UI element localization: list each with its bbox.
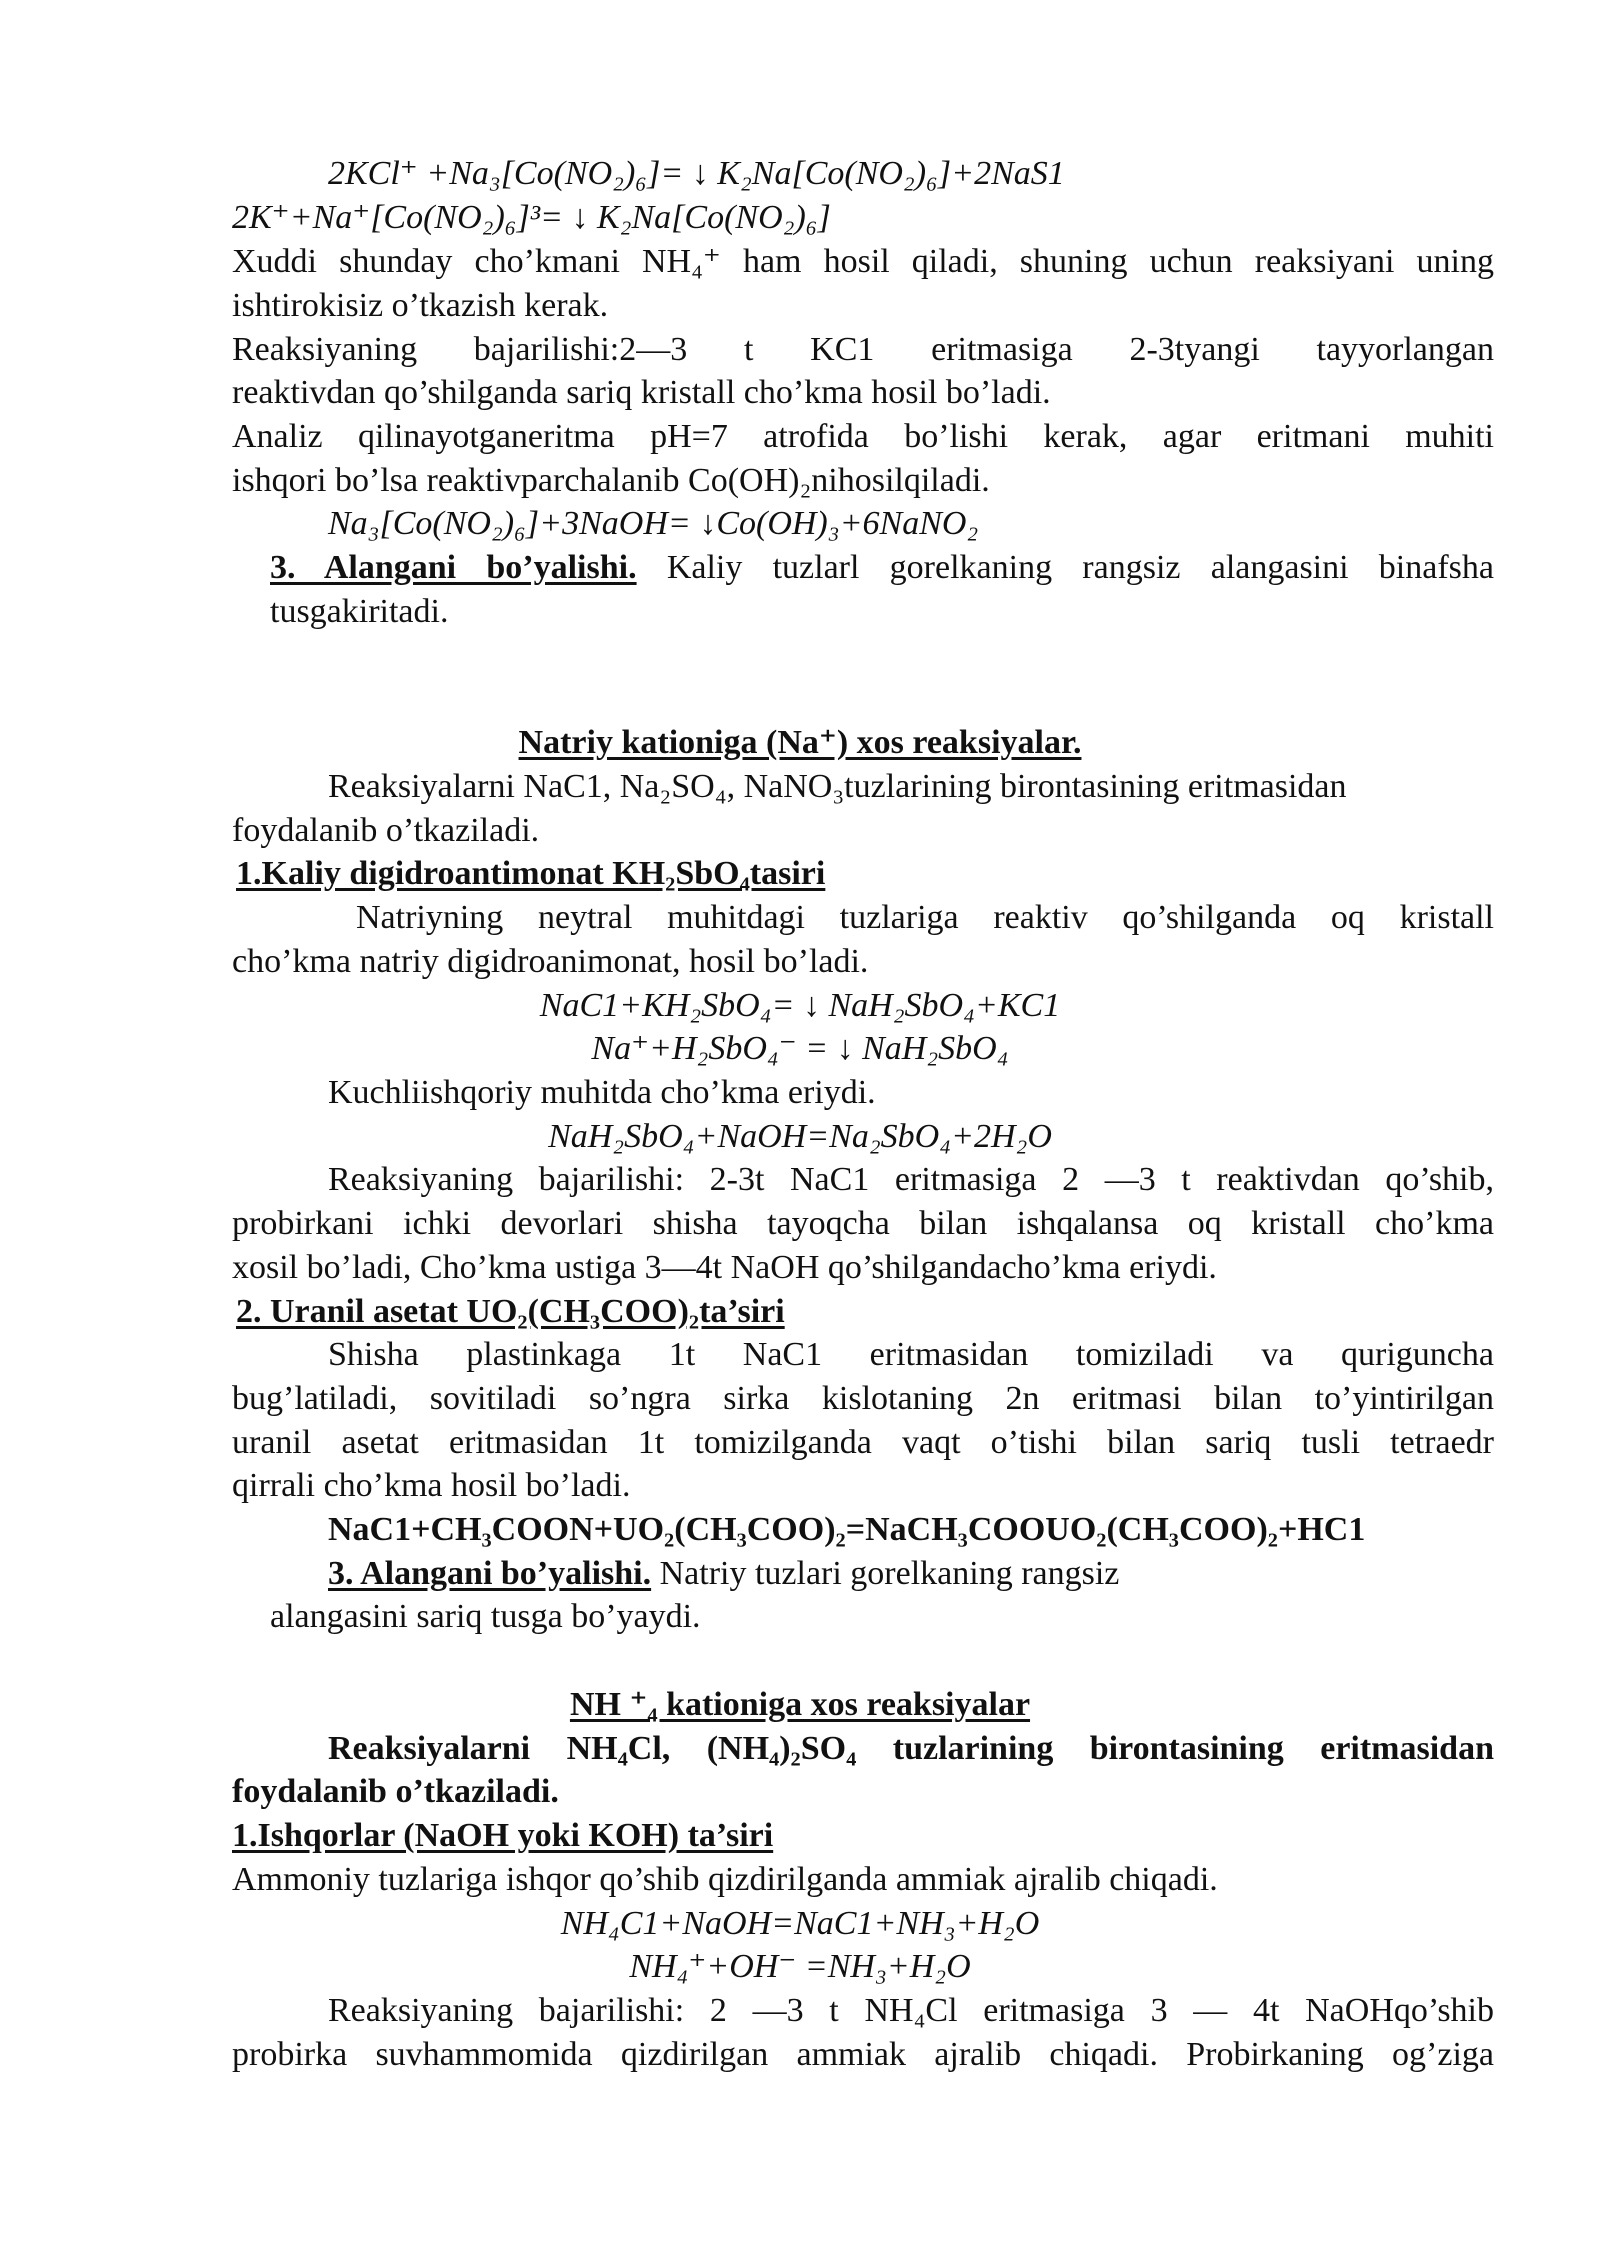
paragraph-line: xosil bo’ladi, Cho’kma ustiga 3—4t NaOH qo’shilgandacho’kma eriydi. (232, 1249, 1217, 1286)
section-heading: 3. Alangani bo’yalishi. (328, 1555, 652, 1592)
equation-sodium-antimonate: NaC1+KH₂SbO₄= ↓ NaH₂SbO₄+KC1 (539, 987, 1061, 1024)
paragraph-line: ishqori bo’lsa reaktivparchalanib Co(OH)₂nihosilqiladi. (232, 462, 990, 499)
equation-naoh-dissolution: NaH₂SbO₄+NaOH=Na₂SbO₄+2H₂O (548, 1118, 1052, 1155)
equation-uranyl-acetate: NaC1+CH₃COON+UO₂(CH₃COO)₂=NaCH₃COOUO₂(CH₃COO)₂+HC1 (328, 1511, 1366, 1548)
equation-ionic-potassium: 2K⁺+Na⁺[Co(NO₂)₆]³= ↓ K₂Na[Co(NO₂)₆] (232, 199, 831, 236)
paragraph-line: bug’latiladi, sovitiladi so’ngra sirka kislotaning 2n eritmasi bilan to’yintirilgan (232, 1380, 1494, 1417)
paragraph-line: Reaksiyalarni NH₄Cl, (NH₄)₂SO₄ tuzlarining birontasining eritmasidan (328, 1730, 1494, 1767)
section-flame-sodium (328, 1552, 1119, 1596)
equation-ionic-sodium: Na⁺+H₂SbO₄⁻ = ↓ NaH₂SbO₄ (591, 1030, 1009, 1067)
paragraph-line: Xuddi shunday cho’kmani NH₄⁺ ham hosil qiladi, shuning uchun reaksiyani uning (232, 243, 1494, 280)
paragraph-line: Reaksiyaning bajarilishi: 2-3t NaC1 eritmasiga 2 —3 t reaktivdan qo’shib, (328, 1161, 1494, 1198)
section-title-sodium: Natriy kationiga (Na⁺) xos reaksiyalar. (518, 724, 1082, 761)
subsection-heading: 1.Kaliy digidroantimonat KH₂SbO₄tasiri (236, 855, 826, 892)
paragraph-line: probirkani ichki devorlari shisha tayoqcha bilan ishqalansa oq kristall cho’kma (232, 1205, 1494, 1242)
section-flame-potassium (270, 546, 1494, 590)
paragraph-text: Kaliy tuzlarl gorelkaning rangsiz alangasini binafsha (636, 549, 1494, 586)
paragraph-line: Reaksiyalarni NaC1, Na₂SO₄, NaNO₃tuzlarining birontasining eritmasidan (328, 768, 1347, 805)
paragraph-line: Ammoniy tuzlariga ishqor qo’shib qizdirilganda ammiak ajralib chiqadi. (232, 1861, 1218, 1898)
equation-cobalt-hydroxide: Na₃[Co(NO₂)₆]+3NaOH= ↓Co(OH)₃+6NaNO₂ (328, 505, 979, 542)
paragraph-line: Kuchliishqoriy muhitda cho’kma eriydi. (328, 1074, 876, 1111)
paragraph-line: Reaksiyaning bajarilishi:2—3 t KC1 eritmasiga 2-3tyangi tayyorlangan (232, 331, 1494, 368)
paragraph-line: foydalanib o’tkaziladi. (232, 812, 540, 849)
paragraph-line: uranil asetat eritmasidan 1t tomizilganda vaqt o’tishi bilan sariq tusli tetraedr (232, 1424, 1494, 1461)
paragraph-line: alangasini sariq tusga bo’yaydi. (270, 1598, 701, 1635)
equation-kcl-cobaltinitrite: 2KCl⁺ +Na₃[Co(NO₂)₆]= ↓ K₂Na[Co(NO₂)₆]+2NaS1 (328, 155, 1065, 192)
section-title-ammonium: NH ⁺₄ kationiga xos reaksiyalar (569, 1686, 1031, 1723)
paragraph-line: reaktivdan qo’shilganda sariq kristall cho’kma hosil bo’ladi. (232, 374, 1051, 411)
section-heading: 3. Alangani bo’yalishi. (270, 549, 637, 586)
subsection-heading: 2. Uranil asetat UO₂(CH₃COO)₂ta’siri (236, 1293, 785, 1330)
paragraph-text: Natriy tuzlari gorelkaning rangsiz (651, 1555, 1120, 1592)
paragraph-line: foydalanib o’tkaziladi. (232, 1773, 559, 1810)
paragraph-line: qirrali cho’kma hosil bo’ladi. (232, 1467, 631, 1504)
paragraph-line: ishtirokisiz o’tkazish kerak. (232, 287, 609, 324)
paragraph-line: Shisha plastinkaga 1t NaC1 eritmasidan tomiziladi va quriguncha (328, 1336, 1494, 1373)
subsection-heading: 1.Ishqorlar (NaOH yoki KOH) ta’siri (232, 1817, 774, 1854)
paragraph-line: Analiz qilinayotganeritma pH=7 atrofida bo’lishi kerak, agar eritmani muhiti (232, 418, 1494, 455)
paragraph-line: Natriyning neytral muhitdagi tuzlariga reaktiv qo’shilganda oq kristall (356, 899, 1494, 936)
paragraph-line: probirka suvhammomida qizdirilgan ammiak ajralib chiqadi. Probirkaning og’ziga (232, 2036, 1494, 2073)
equation-ionic-ammonium: NH₄⁺+OH⁻ =NH₃+H₂O (629, 1948, 971, 1985)
paragraph-line: Reaksiyaning bajarilishi: 2 —3 t NH₄Cl eritmasiga 3 — 4t NaOHqo’shib (328, 1992, 1494, 2029)
paragraph-line: cho’kma natriy digidroanimonat, hosil bo’ladi. (232, 943, 869, 980)
equation-ammonium-chloride: NH₄C1+NaOH=NaC1+NH₃+H₂O (560, 1905, 1040, 1942)
paragraph-line: tusgakiritadi. (270, 593, 449, 630)
